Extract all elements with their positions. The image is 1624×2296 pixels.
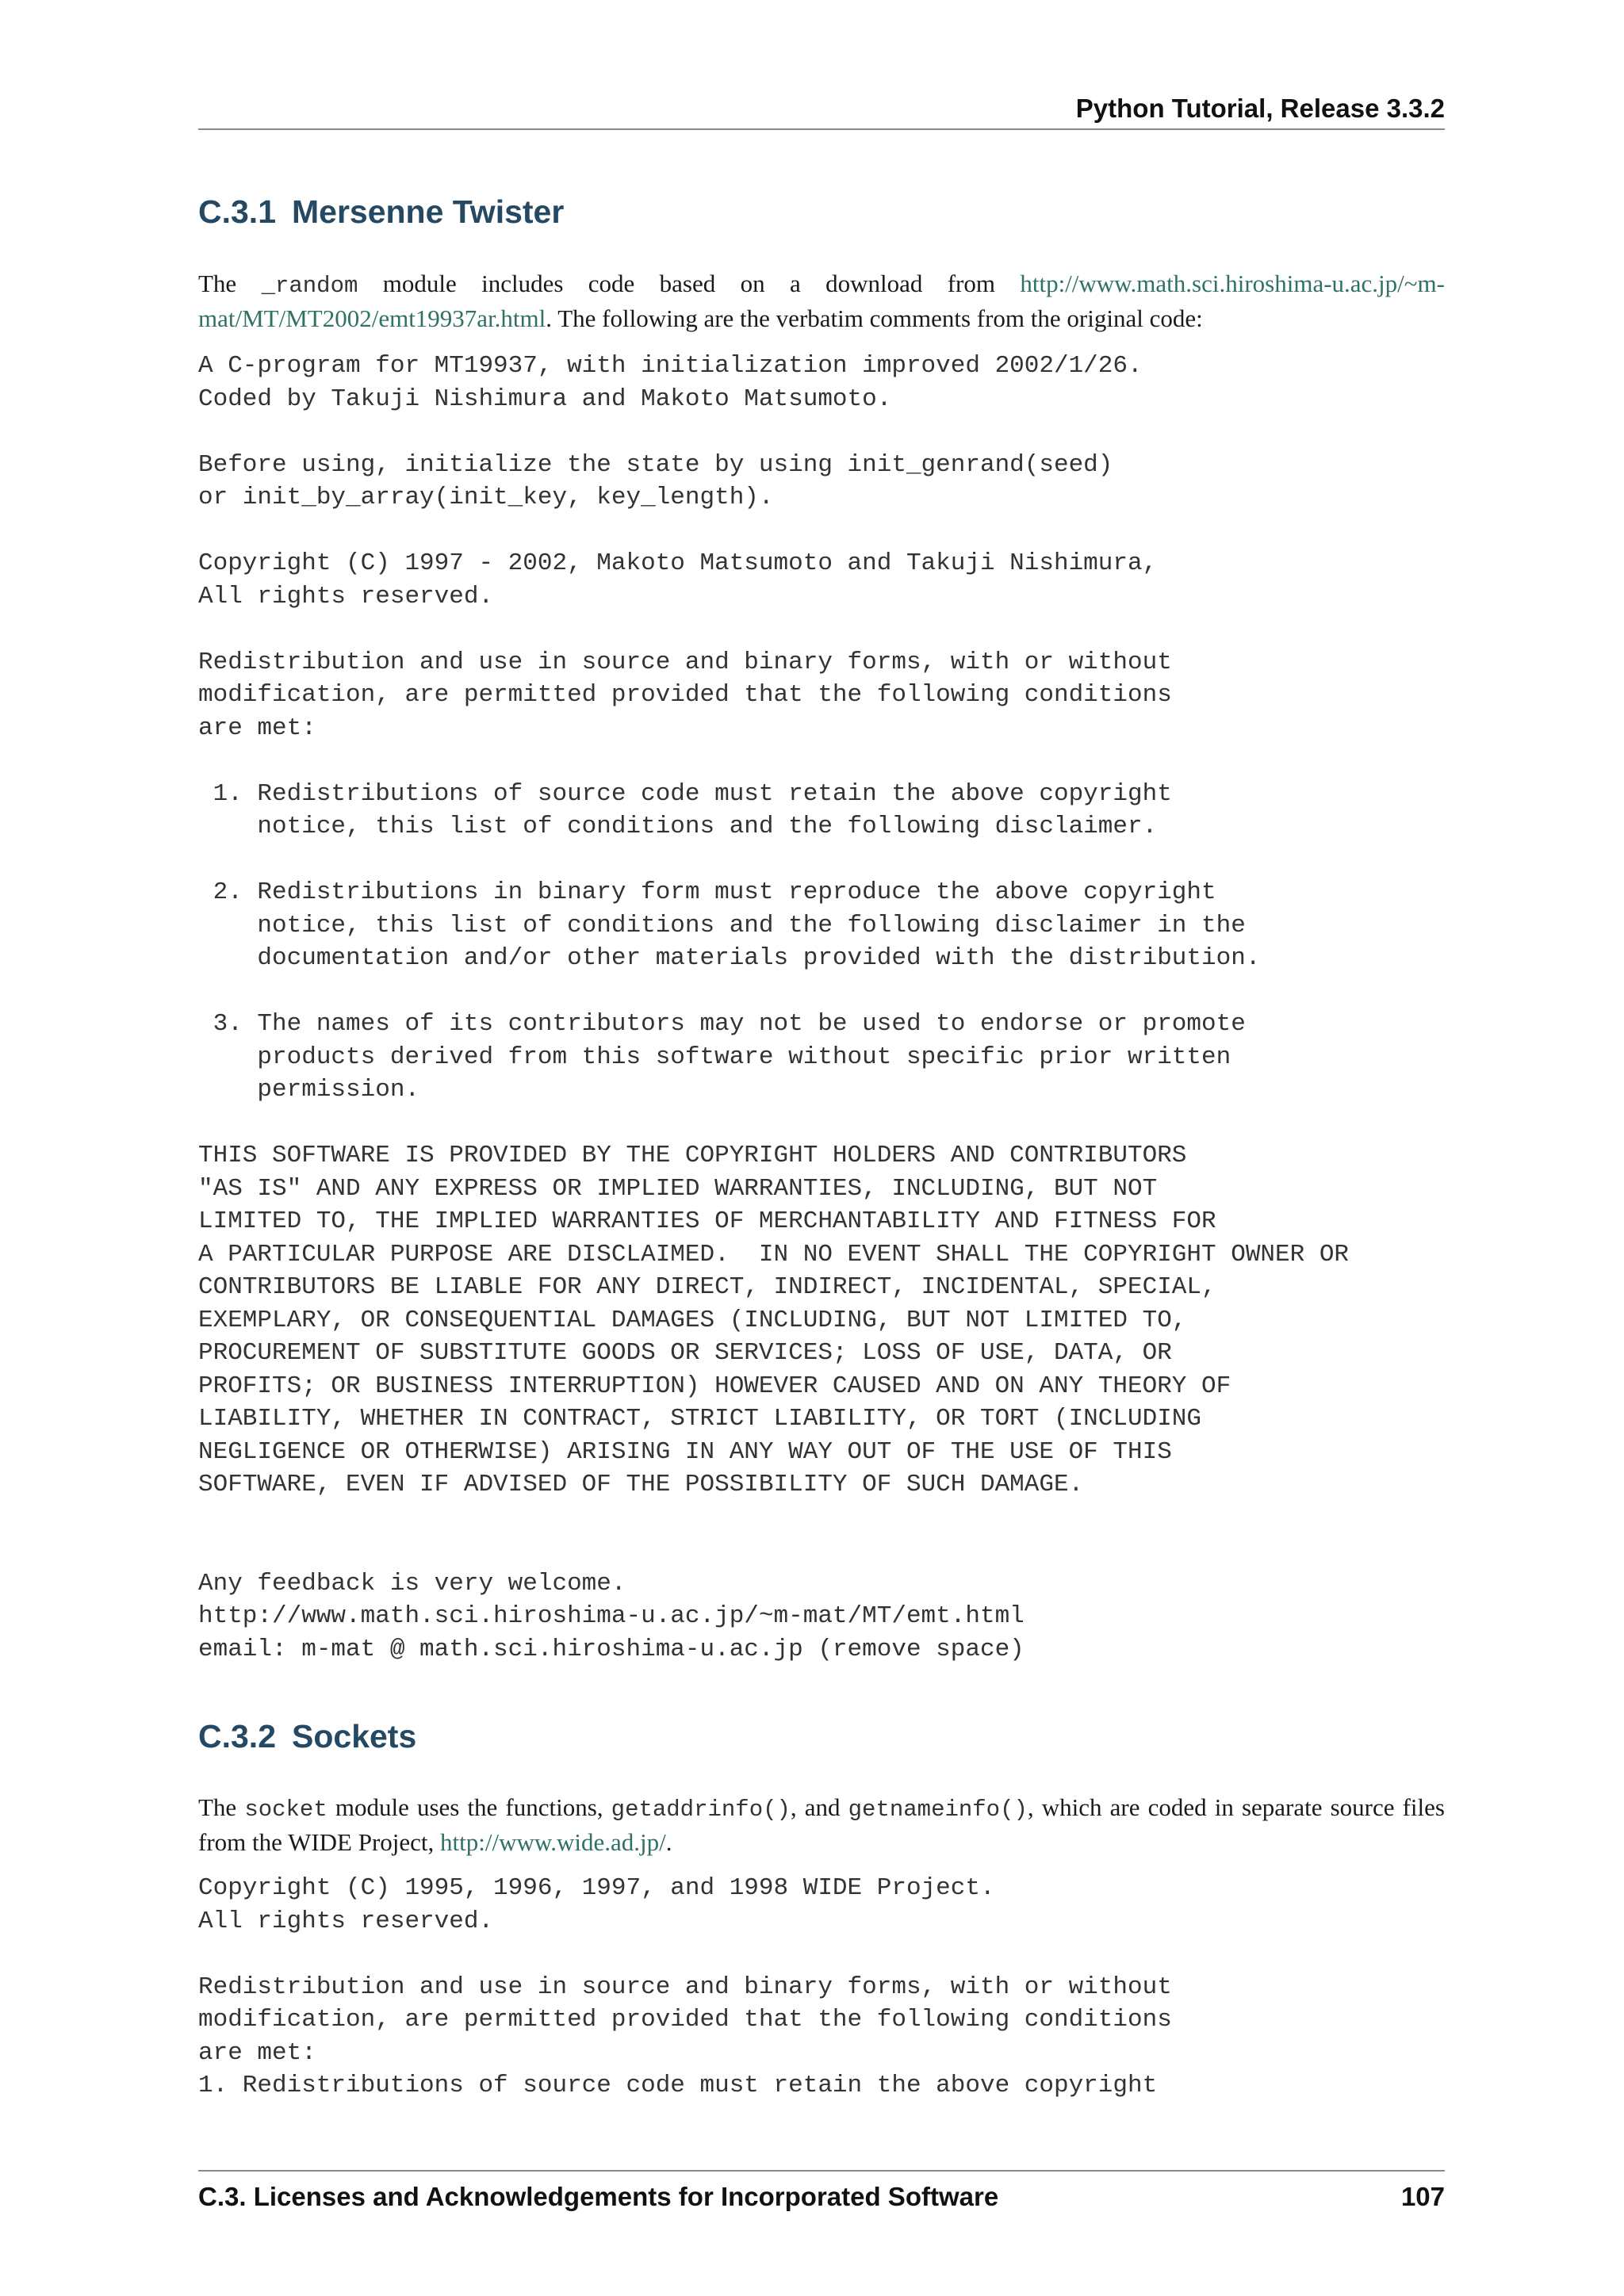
mersenne-license-code-block: A C-program for MT19937, with initialization improved 2002/1/26. Coded by Takuji Nishimura and Makoto Matsumoto. Before using, initialize the state by using init_genrand(seed) or init_by_array(init_key, key_length). Copyright (C) 1997 - 2002, Makoto Matsumoto and Takuji Nishimura, All rights reserved. Redistribution and use in source and binary forms, with or without modification, are permitted provided that the following conditions are met: 1. Redistributions of source code must retain the above copyright notice, this list of conditions and the following disclaimer. 2. Redistributions in binary form must reproduce the above copyright notice, this list of conditions and the following disclaimer in the documentation and/or other materials provided with the distribution. 3. The names of its contributors may not be used to endorse or promote products derived from this software without specific prior written permission. THIS SOFTWARE IS PROVIDED BY THE COPYRIGHT HOLDERS AND CONTRIBUTORS "AS IS" AND ANY EXPRESS OR IMPLIED WARRANTIES, INCLUDING, BUT NOT LIMITED TO, THE IMPLIED WARRANTIES OF MERCHANTABILITY AND FITNESS FOR A PARTICULAR PURPOSE ARE DISCLAIMED. IN NO EVENT SHALL THE COPYRIGHT OWNER OR CONTRIBUTORS BE LIABLE FOR ANY DIRECT, INDIRECT, INCIDENTAL, SPECIAL, EXEMPLARY, OR CONSEQUENTIAL DAMAGES (INCLUDING, BUT NOT LIMITED TO, PROCUREMENT OF SUBSTITUTE GOODS OR SERVICES; LOSS OF USE, DATA, OR PROFITS; OR BUSINESS INTERRUPTION) HOWEVER CAUSED AND ON ANY THEORY OF LIABILITY, WHETHER IN CONTRACT, STRICT LIABILITY, OR TORT (INCLUDING NEGLIGENCE OR OTHERWISE) ARISING IN ANY WAY OUT OF THE USE OF THIS SOFTWARE, EVEN IF ADVISED OF THE POSSIBILITY OF SUCH DAMAGE. Any feedback is very welcome. http://www.math.sci.hiroshima-u.ac.jp/~m-mat/MT/emt.html email: m-mat @ math.sci.hiroshima-u.ac.jp (remove space) — [198, 352, 1350, 1663]
random-module-code: _random — [261, 273, 358, 299]
section-number: C.3.1 — [198, 193, 276, 230]
intro-text: The — [198, 270, 262, 297]
getaddrinfo-code: getaddrinfo() — [611, 1797, 791, 1823]
section-number: C.3.2 — [198, 1718, 276, 1755]
section-title: Sockets — [292, 1718, 417, 1755]
header-rule — [198, 128, 1445, 130]
intro-text: module uses the functions, — [327, 1793, 611, 1821]
running-header: Python Tutorial, Release 3.3.2 — [1075, 94, 1445, 123]
wide-license-code-block: Copyright (C) 1995, 1996, 1997, and 1998 WIDE Project. All rights reserved. Redistribution and use in source and binary forms, with or without modification, are permitted provided that the following conditions are met: 1. Redistributions of source code must retain the above copyright — [198, 1874, 1172, 2099]
page-number: 107 — [1400, 2182, 1445, 2211]
intro-text: The — [198, 1793, 245, 1821]
section-heading-mersenne-twister — [198, 193, 564, 231]
footer-rule — [198, 2170, 1445, 2172]
mersenne-intro-paragraph — [198, 267, 1445, 335]
intro-text: , and — [790, 1793, 848, 1821]
footer-section-title: C.3. Licenses and Acknowledgements for Incorporated Software — [198, 2182, 999, 2211]
section-heading-sockets — [198, 1718, 416, 1755]
section-title: Mersenne Twister — [292, 193, 565, 230]
intro-text: module includes code based on a download from — [358, 270, 1021, 297]
mt19937-source-link[interactable]: http://www.math.sci.hiroshima-u.ac.jp/~m-mat/MT/MT2002/emt19937ar.html — [198, 270, 1445, 332]
intro-text: . — [665, 1828, 672, 1856]
intro-text: . The following are the verbatim comments from the original code: — [546, 304, 1203, 332]
document-page — [198, 0, 1445, 2296]
wide-project-link[interactable]: http://www.wide.ad.jp/ — [440, 1828, 666, 1856]
getnameinfo-code: getnameinfo() — [848, 1797, 1028, 1823]
sockets-intro-paragraph — [198, 1791, 1445, 1858]
socket-module-code: socket — [244, 1797, 327, 1823]
intro-text: , which are coded in separate source files from the WIDE Project, — [198, 1793, 1445, 1856]
